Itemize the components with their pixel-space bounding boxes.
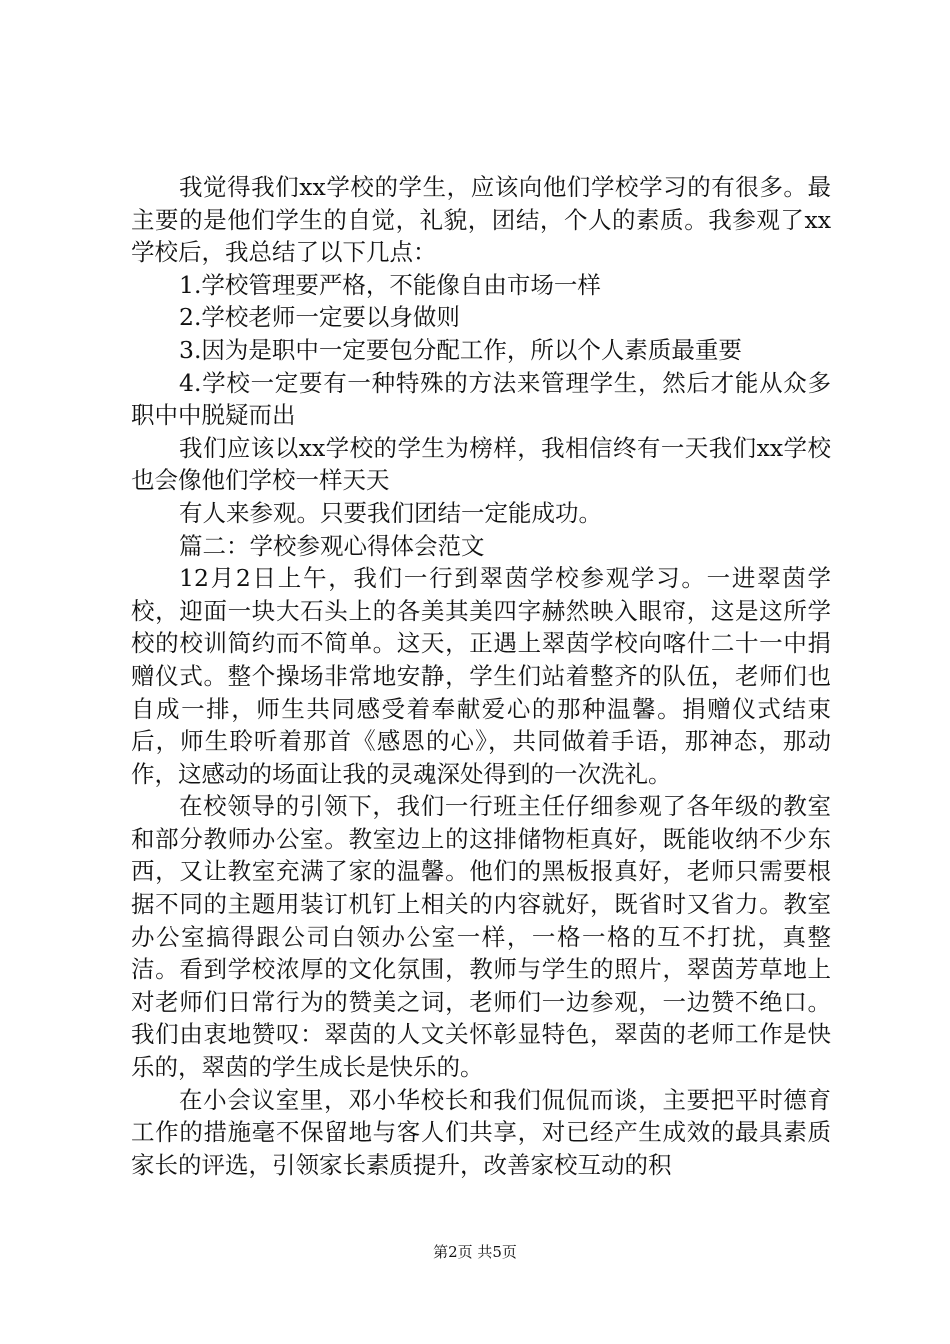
- list-item-3: 3.因为是职中一定要包分配工作，所以个人素质最重要: [179, 335, 742, 364]
- list-item-4: 4.学校一定要有一种特殊的方法来管理学生，然后才能从众多职中中脱疑而出: [131, 368, 831, 430]
- page-footer: 第2页 共5页: [433, 1243, 517, 1261]
- paragraph-visit: 12月2日上午，我们一行到翠茵学校参观学习。一进翠茵学校，迎面一块大石头上的各美其美四字赫然映入眼帘，这是这所学校的校训简约而不简单。这天，正遇上翠茵学校向喀什二十一中捐赠仪式。整个操场非常地安静，学生们站着整齐的队伍，老师们也自成一排，师生共同感受着奉献爱心的那种温馨。捐赠仪式结束后，师生聆听着那首《感恩的心》，共同做着手语，那神态，那动作，这感动的场面让我的灵魂深处得到的一次洗礼。: [131, 564, 831, 788]
- paragraph-classrooms: 在校领导的引领下，我们一行班主任仔细参观了各年级的教室和部分教师办公室。教室边上的这排储物柜真好，既能收纳不少东西，又让教室充满了家的温馨。他们的黑板报真好，老师只需要根据不同的主题用装订机钉上相关的内容就好，既省时又省力。教室办公室搞得跟公司白领办公室一样，一格一格的互不打扰，真整洁。看到学校浓厚的文化氛围，教师与学生的照片，翠茵芳草地上对老师们日常行为的赞美之词，老师们一边参观，一边赞不绝口。我们由衷地赞叹：翠茵的人文关怀彰显特色，翠茵的老师工作是快乐的，翠茵的学生成长是快乐的。: [131, 792, 831, 1082]
- document-body: [131, 171, 831, 1181]
- list-item-1: 1.学校管理要严格，不能像自由市场一样: [179, 270, 601, 299]
- section-heading: 篇二：学校参观心得体会范文: [179, 531, 485, 560]
- paragraph-conclusion: 我们应该以xx学校的学生为榜样，我相信终有一天我们xx学校也会像他们学校一样天天: [131, 433, 831, 495]
- paragraph-meeting: 在小会议室里，邓小华校长和我们侃侃而谈，主要把平时德育工作的措施毫不保留地与客人们共享，对已经产生成效的最具素质家长的评选，引领家长素质提升，改善家校互动的积: [131, 1085, 831, 1179]
- list-item-2: 2.学校老师一定要以身做则: [179, 303, 460, 332]
- paragraph-intro: 我觉得我们xx学校的学生，应该向他们学校学习的有很多。最主要的是他们学生的自觉，礼貌，团结，个人的素质。我参观了xx学校后，我总结了以下几点：: [131, 173, 831, 267]
- paragraph-conclusion-cont: 有人来参观。只要我们团结一定能成功。: [179, 498, 602, 527]
